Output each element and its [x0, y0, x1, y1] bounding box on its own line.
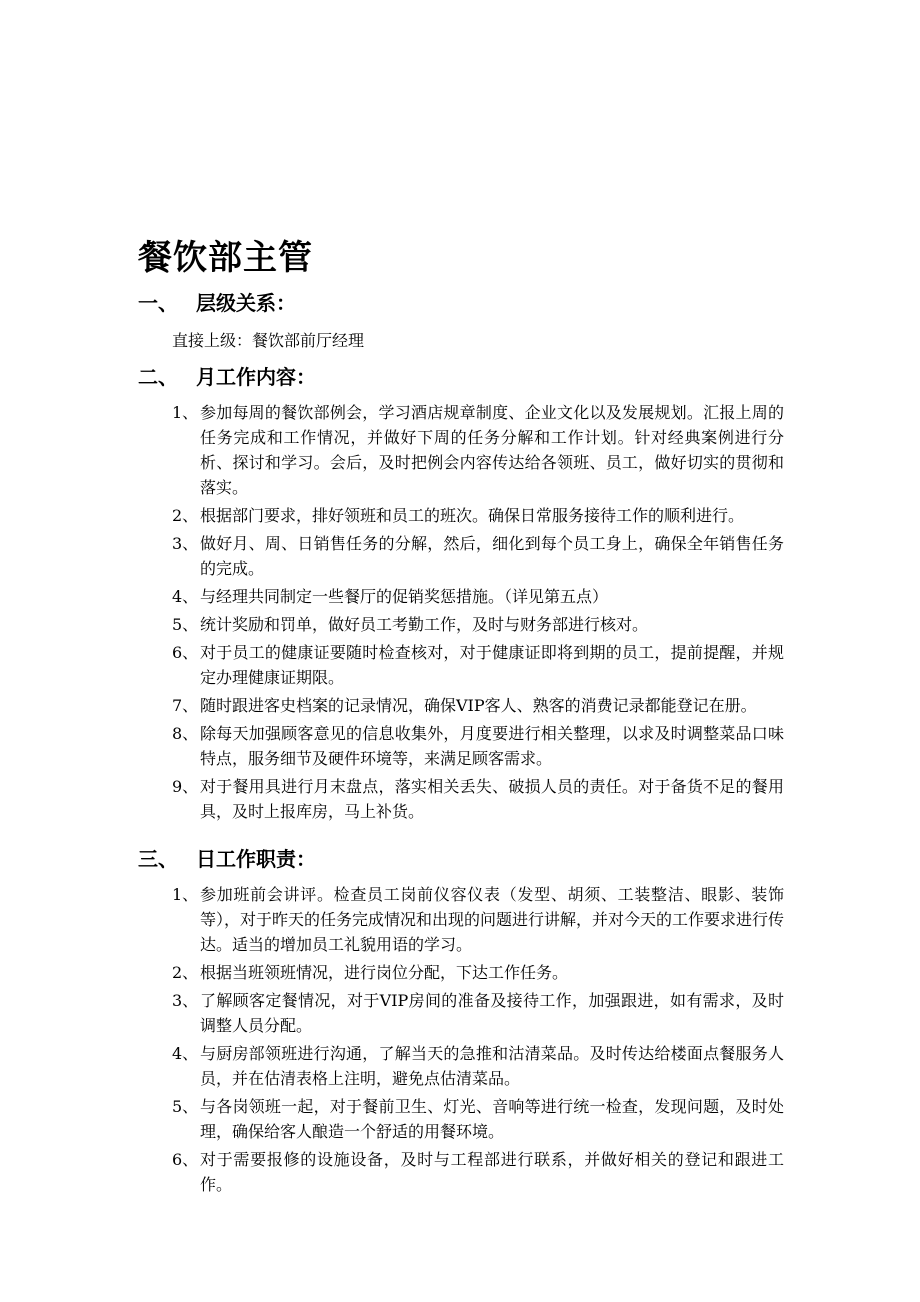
item-text: 除每天加强顾客意见的信息收集外，月度要进行相关整理，以求及时调整菜品口味特点，服务细节及硬件环境等，来满足顾客需求。 [200, 724, 784, 768]
section-title: 层级关系： [196, 291, 296, 315]
item-number: 6、 [172, 643, 199, 662]
item-text: 统计奖励和罚单，做好员工考勤工作，及时与财务部进行核对。 [200, 615, 649, 634]
list-item [172, 612, 784, 637]
item-number: 1、 [172, 403, 199, 422]
list-item [172, 882, 784, 957]
item-number: 3、 [172, 534, 199, 553]
list-item [172, 640, 784, 690]
list-item [172, 960, 784, 985]
daily-duty-list [172, 882, 784, 1200]
item-number: 5、 [172, 1097, 199, 1116]
list-item [172, 1147, 784, 1197]
item-number: 7、 [172, 696, 199, 715]
item-text: 根据部门要求，排好领班和员工的班次。确保日常服务接待工作的顺利进行。 [200, 506, 745, 525]
list-item [172, 584, 784, 609]
item-number: 1、 [172, 885, 199, 904]
list-item [172, 1094, 784, 1144]
item-number: 6、 [172, 1150, 199, 1169]
item-number: 4、 [172, 1044, 199, 1063]
monthly-task-list [172, 400, 784, 827]
item-text: 参加班前会讲评。检查员工岗前仪容仪表（发型、胡须、工装整洁、眼影、装饰等），对于昨天的任务完成情况和出现的问题进行讲解，并对今天的工作要求进行传达。适当的增加员工礼貌用语的学习。 [200, 885, 785, 954]
item-text: 与厨房部领班进行沟通，了解当天的急推和沽清菜品。及时传达给楼面点餐服务人员，并在估清表格上注明，避免点估清菜品。 [200, 1044, 784, 1088]
section-heading-daily [138, 845, 316, 873]
item-text: 对于需要报修的设施设备，及时与工程部进行联系，并做好相关的登记和跟进工作。 [200, 1150, 784, 1194]
item-text: 了解顾客定餐情况，对于VIP房间的准备及接待工作，加强跟进，如有需求，及时调整人员分配。 [200, 991, 784, 1035]
section-heading-hierarchy [138, 289, 296, 317]
list-item [172, 774, 784, 824]
direct-superior-line: 直接上级：餐饮部前厅经理 [172, 331, 365, 350]
item-text: 与各岗领班一起，对于餐前卫生、灯光、音响等进行统一检查，发现问题，及时处理，确保给客人酿造一个舒适的用餐环境。 [200, 1097, 784, 1141]
item-text: 参加每周的餐饮部例会，学习酒店规章制度、企业文化以及发展规划。汇报上周的任务完成和工作情况，并做好下周的任务分解和工作计划。针对经典案例进行分析、探讨和学习。会后，及时把例会内容传达给各领班、员工，做好切实的贯彻和落实。 [200, 403, 784, 497]
list-item [172, 693, 784, 718]
section-number: 二、 [138, 365, 178, 389]
item-text: 对于员工的健康证要随时检查核对，对于健康证即将到期的员工，提前提醒，并规定办理健康证期限。 [200, 643, 784, 687]
item-text: 随时跟进客史档案的记录情况，确保VIP客人、熟客的消费记录都能登记在册。 [200, 696, 757, 715]
list-item [172, 531, 784, 581]
item-number: 9、 [172, 777, 199, 796]
list-item [172, 400, 784, 500]
item-number: 2、 [172, 963, 199, 982]
item-number: 3、 [172, 991, 199, 1010]
item-number: 4、 [172, 587, 199, 606]
item-text: 对于餐用具进行月末盘点，落实相关丢失、破损人员的责任。对于备货不足的餐用具，及时上报库房，马上补货。 [200, 777, 784, 821]
list-item [172, 1041, 784, 1091]
item-number: 2、 [172, 506, 199, 525]
document-title: 餐饮部主管 [138, 238, 313, 278]
section-number: 三、 [138, 847, 178, 871]
section-heading-monthly [138, 363, 316, 391]
list-item [172, 503, 784, 528]
item-number: 8、 [172, 724, 199, 743]
item-text: 与经理共同制定一些餐厅的促销奖惩措施。（详见第五点） [200, 587, 609, 606]
list-item [172, 988, 784, 1038]
item-number: 5、 [172, 615, 199, 634]
section-title: 月工作内容： [196, 365, 316, 389]
section-number: 一、 [138, 291, 178, 315]
section-title: 日工作职责： [196, 847, 316, 871]
item-text: 根据当班领班情况，进行岗位分配，下达工作任务。 [200, 963, 569, 982]
item-text: 做好月、周、日销售任务的分解，然后，细化到每个员工身上，确保全年销售任务的完成。 [200, 534, 784, 578]
list-item [172, 721, 784, 771]
